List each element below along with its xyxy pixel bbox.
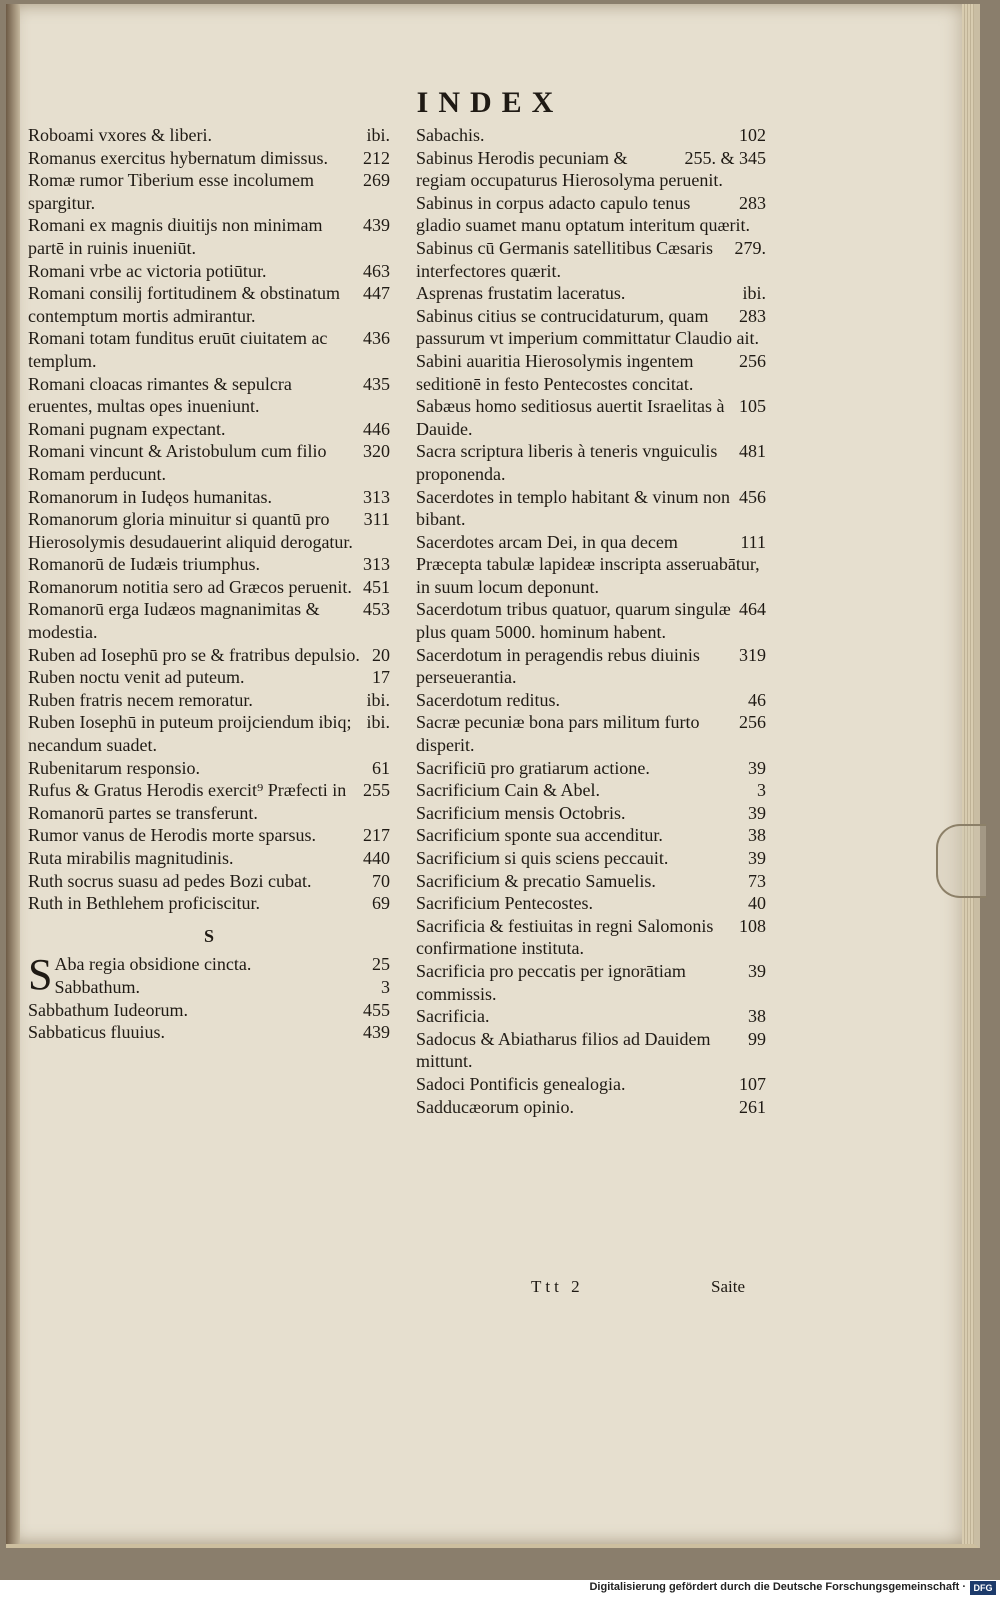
- index-entry: [416, 147, 766, 192]
- entry-page-ref: 261: [739, 1096, 766, 1117]
- index-entry: [416, 757, 766, 780]
- index-entry: [416, 192, 766, 237]
- entry-page-ref: 256: [739, 350, 766, 371]
- entry-text: Romani ex magnis diuitijs non minimam partē in ruinis inueniūt.: [28, 215, 323, 258]
- entry-text: Sabbaticus fluuius.: [28, 1022, 165, 1043]
- index-entry: [416, 1005, 766, 1028]
- index-entry: [416, 598, 766, 643]
- entry-page-ref: 313: [363, 554, 390, 575]
- entry-text: Sabbathum.: [54, 976, 140, 997]
- entry-page-ref: 283: [739, 192, 766, 213]
- entry-text: Romanorum in Iudęos humanitas.: [28, 486, 272, 507]
- entry-text: Ruben fratris necem remoratur.: [28, 689, 253, 710]
- index-entry: [28, 847, 390, 870]
- index-entry: [28, 598, 390, 643]
- entry-text: Aba regia obsidione cincta.: [54, 954, 252, 975]
- entry-page-ref: 217: [363, 825, 390, 846]
- entry-text: Sabinus citius se contrucidaturum, quam passurum vt imperium committatur Claudio ait.: [416, 305, 759, 349]
- entry-page-ref: 451: [363, 576, 390, 597]
- index-entry: [28, 508, 390, 553]
- index-entry: [28, 779, 390, 824]
- entry-text: Sacrificium si quis sciens peccauit.: [416, 848, 669, 868]
- index-entry: [416, 282, 766, 305]
- entry-page-ref: 73: [748, 870, 766, 891]
- index-entry: [416, 395, 766, 440]
- index-entry: [416, 847, 766, 870]
- index-entry: [28, 711, 390, 756]
- entry-page-ref: ibi.: [366, 125, 390, 145]
- entry-text: Rubenitarum responsio.: [28, 757, 200, 778]
- entry-text: Sacerdotum reditus.: [416, 689, 560, 710]
- footer-note: Digitalisierung gefördert durch die Deutsche Forschungsgemeinschaft ·: [589, 1581, 966, 1593]
- index-entry: [28, 282, 390, 327]
- entry-text: Ruth in Bethlehem proficiscitur.: [28, 893, 260, 914]
- entry-page-ref: 3: [381, 976, 390, 997]
- book-spine: [6, 4, 20, 1544]
- entry-page-ref: 255: [363, 780, 390, 801]
- entry-text: Sacrificium Cain & Abel.: [416, 780, 600, 801]
- entry-page-ref: 38: [748, 825, 766, 846]
- index-entry: [416, 824, 766, 847]
- index-entry: [28, 486, 390, 509]
- entry-text: Romani totam funditus eruūt ciuitatem ac templum.: [28, 328, 328, 371]
- index-entry: [416, 802, 766, 825]
- entry-page-ref: 25: [372, 954, 390, 975]
- index-entry: [28, 824, 390, 847]
- index-entry: [28, 327, 390, 372]
- index-entry: [416, 915, 766, 960]
- entry-text: Romanus exercitus hybernatum dimissus.: [28, 147, 328, 168]
- entry-text: Ruben Iosephū in puteum proijciendum ibiq; necandum suadet.: [28, 712, 352, 756]
- index-entry: [28, 1021, 390, 1044]
- index-entry: [28, 644, 390, 667]
- index-entry: [416, 237, 766, 282]
- entry-page-ref: 40: [748, 893, 766, 914]
- index-entry: [28, 147, 390, 170]
- entry-text: Ruta mirabilis magnitudinis.: [28, 848, 234, 868]
- entry-text: Sacrificia pro peccatis per ignorātiam commissis.: [416, 960, 686, 1004]
- index-entry: [416, 531, 766, 599]
- entry-text: Roboami vxores & liberi.: [28, 125, 212, 145]
- index-entry: [416, 440, 766, 485]
- entry-page-ref: 481: [739, 441, 766, 462]
- entry-text: Rufus & Gratus Herodis exercit⁹ Præfecti in Romanorū partes se transferunt.: [28, 780, 347, 823]
- book-page: [6, 4, 980, 1548]
- index-entry: [28, 440, 390, 485]
- entry-page-ref: 440: [363, 848, 390, 868]
- entry-text: Sacrificium & precatio Samuelis.: [416, 870, 656, 891]
- entry-text: Sacerdotes arcam Dei, in qua decem Præcepta tabulæ lapideæ inscripta asseruabātur, in suum locum deponunt.: [416, 531, 760, 597]
- index-entry: [28, 892, 390, 915]
- entry-page-ref: 46: [748, 689, 766, 710]
- index-entry: [416, 892, 766, 915]
- entry-page-ref: 320: [363, 441, 390, 462]
- index-entry: [28, 214, 390, 259]
- entry-page-ref: 108: [739, 915, 766, 936]
- entry-text: Sabachis.: [416, 125, 485, 145]
- entry-text: Romanorū erga Iudæos magnanimitas & modestia.: [28, 599, 320, 643]
- entry-page-ref: 105: [739, 396, 766, 417]
- index-entry: [28, 576, 390, 599]
- entry-text: Romæ rumor Tiberium esse incolumem spargitur.: [28, 170, 314, 213]
- catchword: Saite: [711, 1277, 745, 1296]
- entry-text: Ruth socrus suasu ad pedes Bozi cubat.: [28, 870, 312, 891]
- entry-text: Rumor vanus de Herodis morte sparsus.: [28, 825, 316, 846]
- entry-page-ref: 439: [363, 1022, 390, 1043]
- page-edge: [962, 4, 974, 1544]
- entry-text: Romanorum gloria minuitur si quantū pro Hierosolymis desudauerint aliquid derogatur.: [28, 509, 353, 552]
- entry-page-ref: 39: [748, 802, 766, 823]
- entry-page-ref: 17: [372, 667, 390, 688]
- entry-page-ref: 319: [739, 644, 766, 665]
- entry-text: Romanorū de Iudæis triumphus.: [28, 554, 260, 575]
- index-entry: [416, 711, 766, 756]
- entry-page-ref: 39: [748, 960, 766, 981]
- entry-page-ref: 69: [372, 893, 390, 914]
- left-column: [28, 124, 390, 1044]
- entry-page-ref: 456: [739, 486, 766, 507]
- entry-page-ref: 439: [363, 215, 390, 236]
- index-entry: [416, 644, 766, 689]
- entry-text: Romani pugnam expectant.: [28, 418, 226, 439]
- index-entry: [416, 870, 766, 893]
- page-title: INDEX: [416, 86, 564, 119]
- index-entry: [28, 757, 390, 780]
- entry-text: Romani vrbe ac victoria potiūtur.: [28, 260, 267, 281]
- entry-text: Sabinus cū Germanis satellitibus Cæsaris interfectores quærit.: [416, 237, 713, 281]
- entry-text: Sacrificium Pentecostes.: [416, 893, 593, 914]
- index-entry: [28, 260, 390, 283]
- entry-text: Asprenas frustatim laceratus.: [416, 283, 626, 304]
- entry-page-ref: 38: [748, 1006, 766, 1027]
- entry-text: Romani consilij fortitudinem & obstinatum contemptum mortis admirantur.: [28, 283, 340, 326]
- entry-text: Ruben noctu venit ad puteum.: [28, 667, 245, 688]
- entry-text: Sacerdotes in templo habitant & vinum non bibant.: [416, 486, 730, 530]
- index-entry: [416, 779, 766, 802]
- index-entry: [416, 689, 766, 712]
- right-column: [416, 124, 766, 1118]
- entry-text: Sabæus homo seditiosus auertit Israelitas à Dauide.: [416, 396, 725, 439]
- entry-page-ref: 435: [363, 373, 390, 394]
- index-entry: [28, 976, 390, 999]
- paper-clip-shadow: [936, 824, 986, 898]
- entry-page-ref: 447: [363, 283, 390, 304]
- index-entry: [28, 418, 390, 441]
- entry-page-ref: 453: [363, 599, 390, 620]
- index-entry: [28, 169, 390, 214]
- index-entry: [28, 373, 390, 418]
- entry-text: Sacrificium mensis Octobris.: [416, 802, 626, 823]
- entry-text: Romanorum notitia sero ad Græcos peruenit.: [28, 576, 352, 597]
- index-entry: [416, 1073, 766, 1096]
- entry-page-ref: 269: [363, 170, 390, 191]
- entry-text: Sacræ pecuniæ bona pars militum furto disperit.: [416, 712, 700, 756]
- drop-cap: S: [28, 950, 53, 1000]
- entry-page-ref: ibi.: [366, 712, 390, 733]
- entry-text: Sacrificia & festiuitas in regni Salomonis confirmatione instituta.: [416, 915, 714, 959]
- entry-page-ref: 3: [757, 780, 766, 801]
- entry-text: Sacrificia.: [416, 1006, 490, 1027]
- entry-text: Sabinus in corpus adacto capulo tenus gladio suamet manu optatum interitum quærit.: [416, 192, 750, 236]
- entry-page-ref: 255. & 345: [684, 147, 766, 168]
- index-entry: [28, 689, 390, 712]
- entry-page-ref: 455: [363, 999, 390, 1020]
- entry-text: Sabini auaritia Hierosolymis ingentem seditionē in festo Pentecostes concitat.: [416, 350, 694, 394]
- index-entry: [416, 960, 766, 1005]
- index-entry: [416, 1096, 766, 1119]
- entry-page-ref: 283: [739, 305, 766, 326]
- entry-page-ref: 39: [748, 757, 766, 778]
- entry-text: Sacerdotum in peragendis rebus diuinis perseuerantia.: [416, 644, 700, 688]
- entry-text: Ruben ad Iosephū pro se & fratribus depulsio.: [28, 644, 360, 665]
- dfg-logo: DFG: [970, 1581, 996, 1595]
- section-letter: S: [203, 925, 214, 946]
- entry-page-ref: 111: [740, 531, 766, 552]
- entry-page-ref: 212: [363, 147, 390, 168]
- entry-page-ref: 102: [739, 125, 766, 145]
- entry-page-ref: ibi.: [742, 283, 766, 304]
- entry-page-ref: 256: [739, 712, 766, 733]
- index-entry: [28, 870, 390, 893]
- entry-page-ref: 446: [363, 418, 390, 439]
- entry-page-ref: 39: [748, 848, 766, 868]
- entry-page-ref: 463: [363, 260, 390, 281]
- index-entry: [28, 999, 390, 1022]
- index-entry: [28, 124, 390, 147]
- entry-page-ref: 311: [363, 509, 390, 530]
- index-entry: [416, 124, 766, 147]
- entry-page-ref: 99: [748, 1028, 766, 1049]
- entry-text: Sacerdotum tribus quatuor, quarum singulæ plus quam 5000. hominum habent.: [416, 599, 731, 643]
- entry-page-ref: ibi.: [366, 689, 390, 710]
- entry-page-ref: 279.: [734, 237, 766, 258]
- entry-text: Sacrificium sponte sua accenditur.: [416, 825, 663, 846]
- signature-mark: Ttt 2: [531, 1277, 584, 1296]
- index-entry: [416, 305, 766, 350]
- entry-page-ref: 70: [372, 870, 390, 891]
- entry-text: Sadoci Pontificis genealogia.: [416, 1073, 626, 1094]
- index-entry: [28, 553, 390, 576]
- index-entry: [416, 486, 766, 531]
- entry-text: Sacrificiū pro gratiarum actione.: [416, 757, 650, 778]
- entry-page-ref: 464: [739, 599, 766, 620]
- entry-page-ref: 313: [363, 486, 390, 507]
- entry-text: Sadducæorum opinio.: [416, 1096, 574, 1117]
- index-entry: [416, 1028, 766, 1073]
- entry-text: Sacra scriptura liberis à teneris vnguiculis proponenda.: [416, 441, 718, 484]
- index-entry: [28, 666, 390, 689]
- entry-text: Sabinus Herodis pecuniam & regiam occupaturus Hierosolyma peruenit.: [416, 147, 723, 191]
- entry-text: Romani vincunt & Aristobulum cum filio Romam perducunt.: [28, 441, 327, 484]
- entry-text: Sadocus & Abiatharus filios ad Dauidem mittunt.: [416, 1028, 711, 1072]
- entry-page-ref: 107: [739, 1073, 766, 1094]
- entry-text: Sabbathum Iudeorum.: [28, 999, 188, 1020]
- entry-page-ref: 20: [372, 644, 390, 665]
- index-entry: [416, 350, 766, 395]
- entry-page-ref: 61: [372, 757, 390, 778]
- entry-page-ref: 436: [363, 328, 390, 349]
- entry-text: Romani cloacas rimantes & sepulcra eruentes, multas opes inueniunt.: [28, 373, 292, 417]
